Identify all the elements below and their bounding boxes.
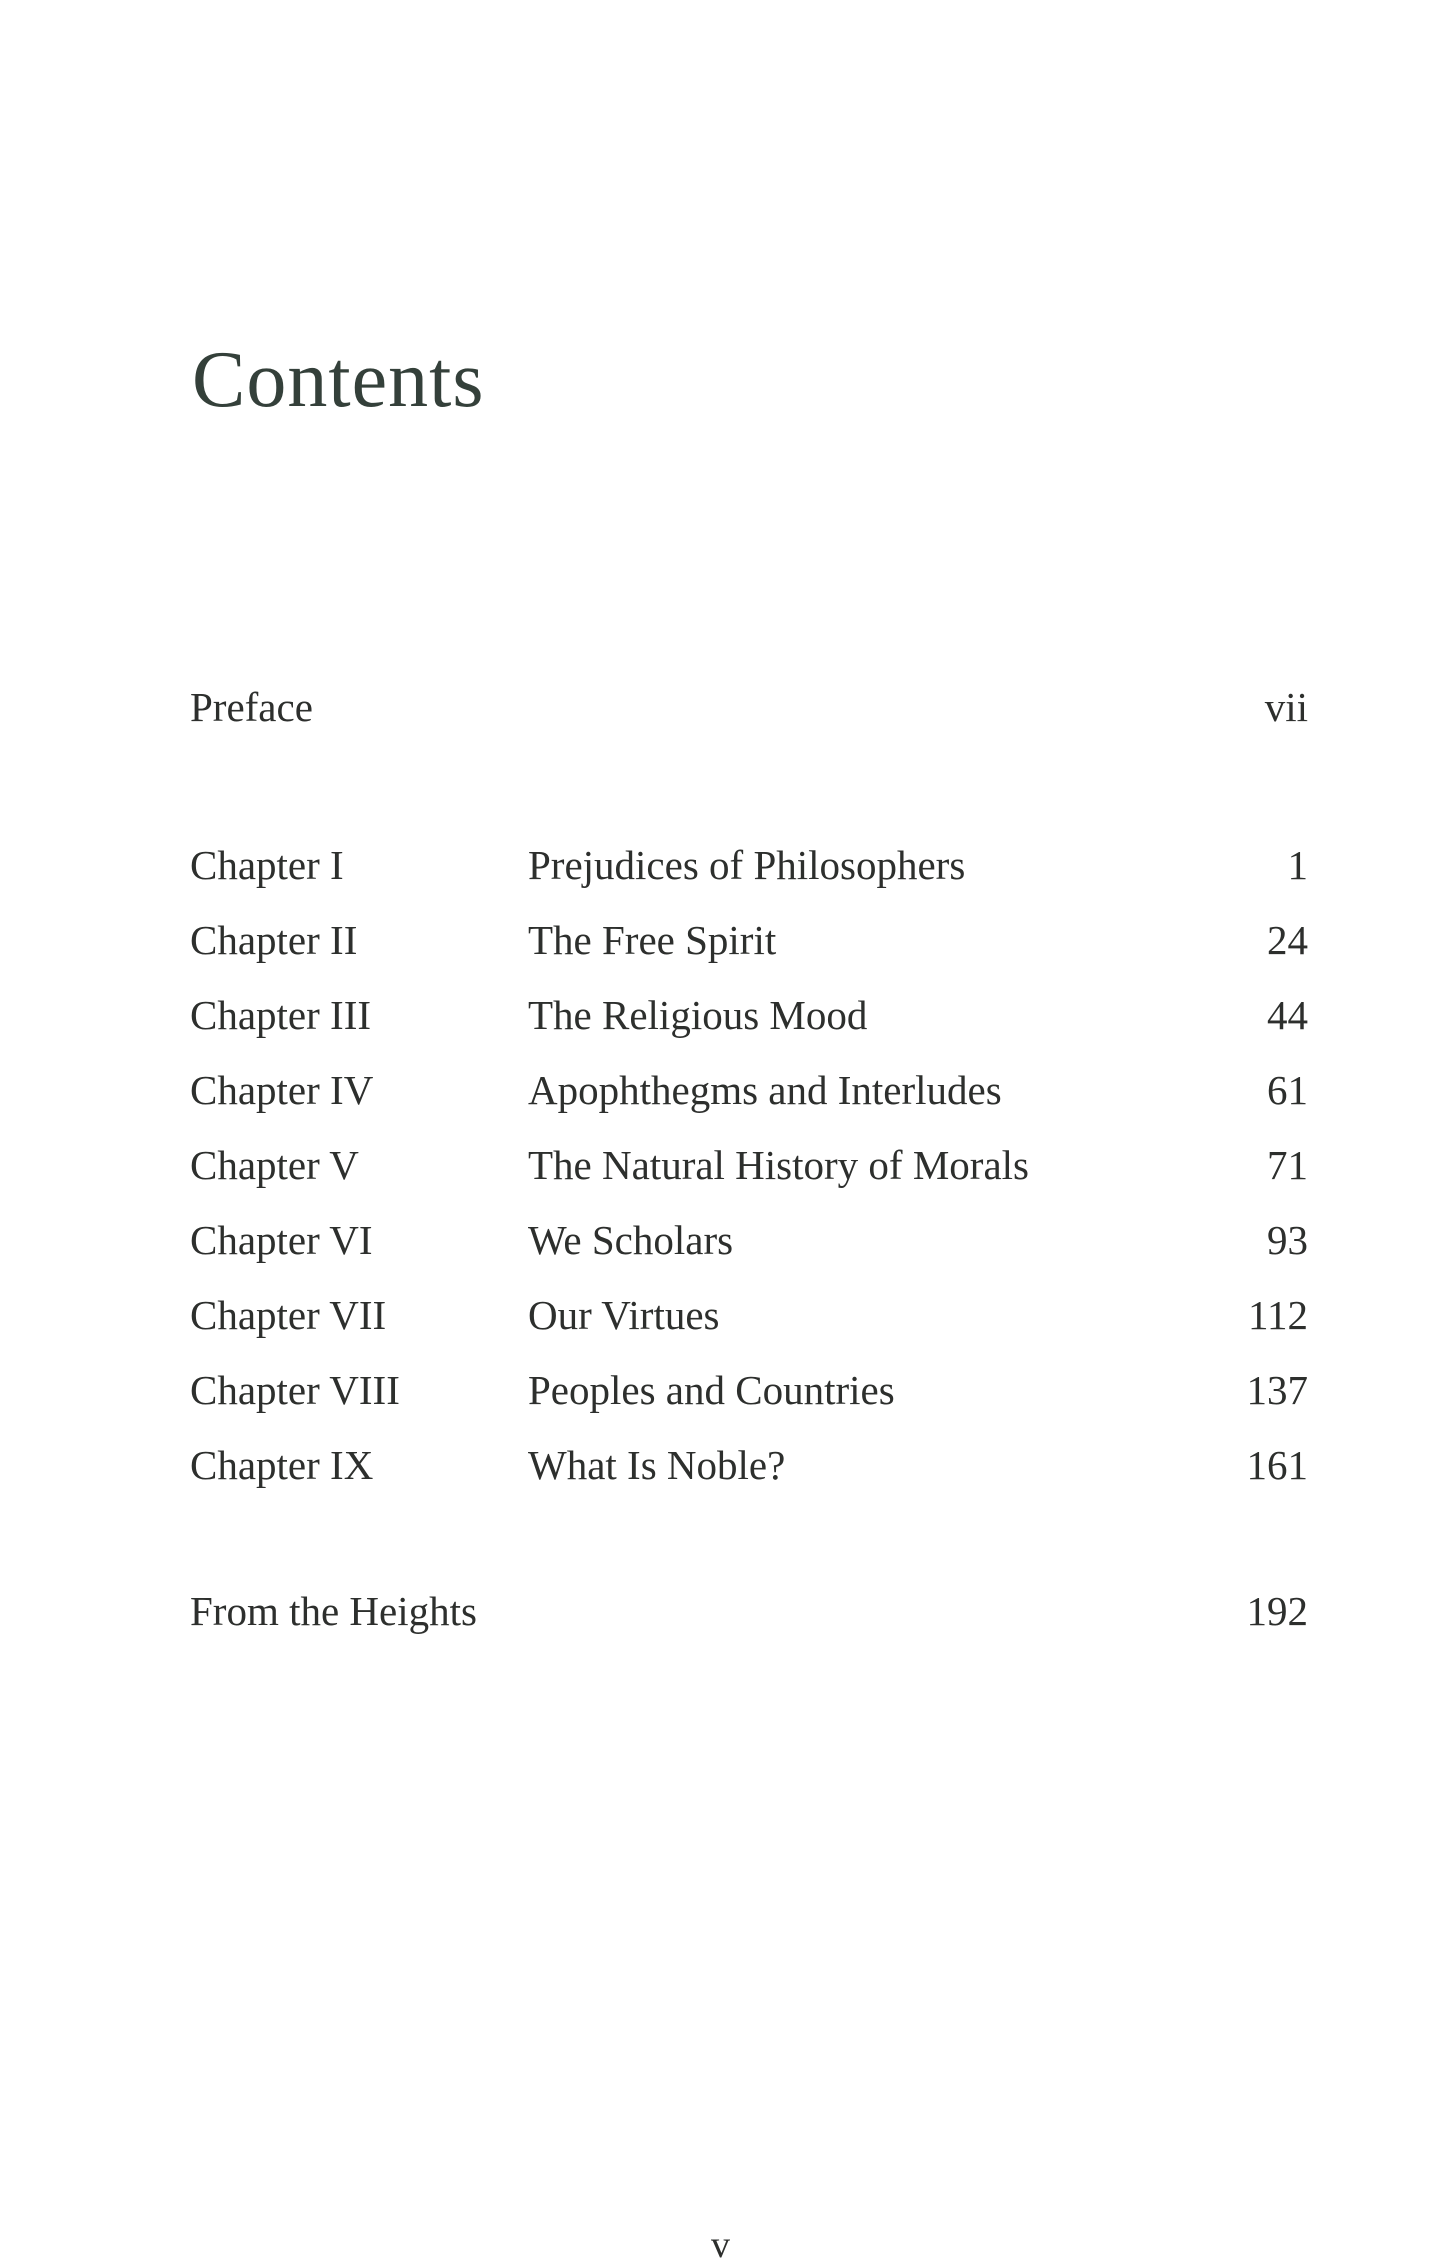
chapter-label: Chapter VIII [190, 1367, 400, 1413]
chapter-title: The Natural History of Morals [528, 1142, 1029, 1188]
chapter-title: Our Virtues [528, 1292, 720, 1338]
toc-entry-chapter-1 [190, 835, 1308, 895]
toc-entry-chapter-4 [190, 1060, 1308, 1120]
chapter-title: Apophthegms and Interludes [528, 1067, 1002, 1113]
page-title: Contents [192, 336, 485, 424]
chapter-title: Prejudices of Philosophers [528, 842, 966, 888]
toc-label: From the Heights [190, 1588, 477, 1634]
toc-page-number: 192 [1246, 1588, 1308, 1634]
toc-page-number: 112 [1248, 1292, 1308, 1338]
toc-page-number: 1 [1287, 842, 1308, 888]
chapter-title: What Is Noble? [528, 1442, 786, 1488]
chapter-label: Chapter VII [190, 1292, 387, 1338]
chapter-title: Peoples and Countries [528, 1367, 895, 1413]
toc-page-number: 44 [1267, 992, 1308, 1038]
toc-entry-preface [190, 677, 1308, 737]
chapter-label: Chapter V [190, 1142, 359, 1188]
chapter-title: The Free Spirit [528, 917, 777, 963]
toc-page-number: 61 [1267, 1067, 1308, 1113]
chapter-label: Chapter IX [190, 1442, 374, 1488]
toc-label: Preface [190, 684, 313, 730]
toc-entry-chapter-5 [190, 1135, 1308, 1195]
chapter-title: We Scholars [528, 1217, 734, 1263]
chapter-label: Chapter III [190, 992, 371, 1038]
toc-entry-from-the-heights [190, 1581, 1308, 1641]
toc-page-number: 137 [1246, 1367, 1308, 1413]
toc-entry-chapter-8 [190, 1360, 1308, 1420]
toc-page-number: 161 [1246, 1442, 1308, 1488]
chapter-label: Chapter VI [190, 1217, 373, 1263]
toc-page-number: 71 [1267, 1142, 1308, 1188]
chapter-label: Chapter IV [190, 1067, 374, 1113]
toc-entry-chapter-9 [190, 1435, 1308, 1495]
page-folio: v [711, 2224, 730, 2266]
chapter-label: Chapter II [190, 917, 358, 963]
chapter-title: The Religious Mood [528, 992, 868, 1038]
toc-entry-chapter-3 [190, 985, 1308, 1045]
toc-page-number: vii [1264, 684, 1308, 730]
toc-page-number: 24 [1267, 917, 1308, 963]
toc-entry-chapter-6 [190, 1210, 1308, 1270]
toc-page-number: 93 [1267, 1217, 1308, 1263]
toc-entry-chapter-7 [190, 1285, 1308, 1345]
chapter-label: Chapter I [190, 842, 344, 888]
toc-entry-chapter-2 [190, 910, 1308, 970]
